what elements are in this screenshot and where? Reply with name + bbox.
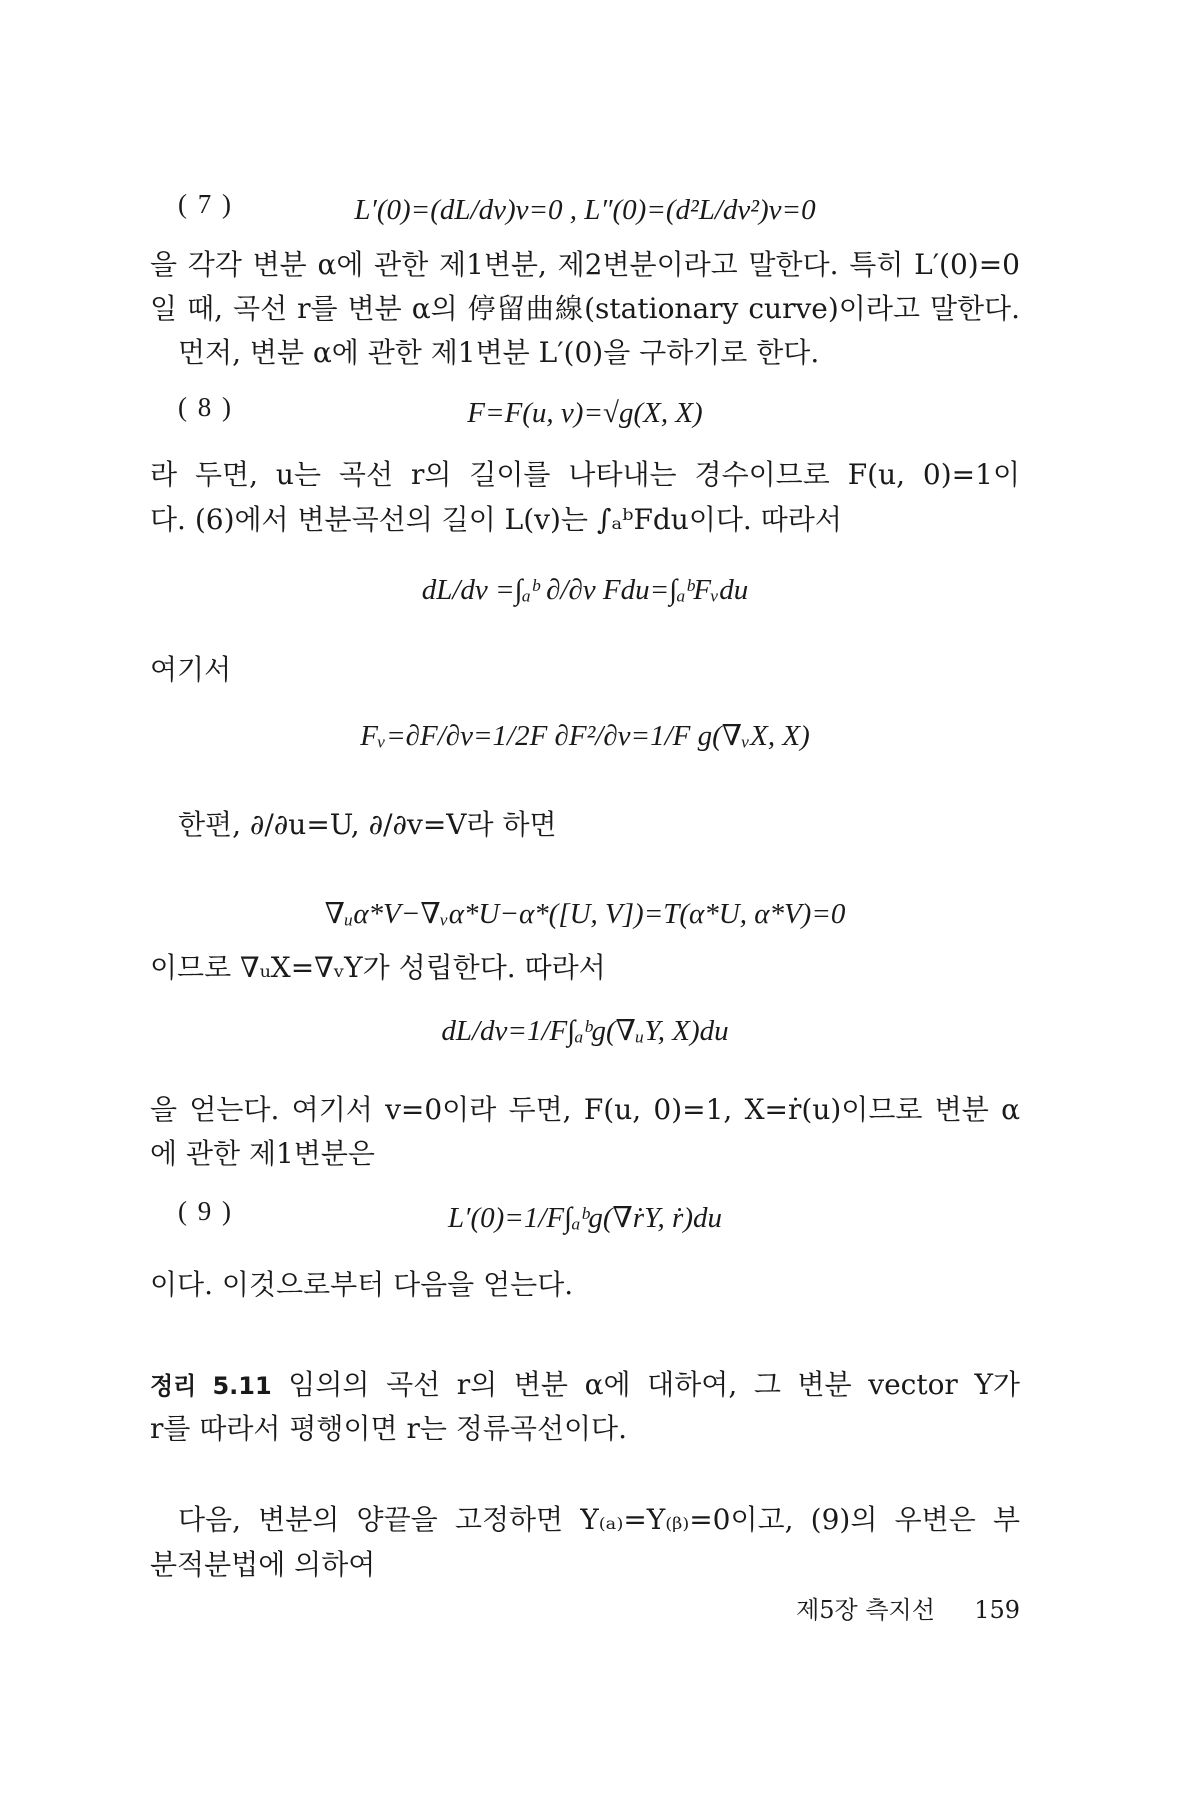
text-line: 을 얻는다. 여기서 v=0이라 두면, F(u, 0)=1, X=ṙ(u)이므로 변분 α <box>150 1093 1020 1126</box>
equation-formula: L′(0)=(dL/dv)v=0 , L″(0)=(d²L/dv²)v=0 <box>354 193 816 226</box>
equation-formula: F=F(u, v)=√g(X, X) <box>467 396 703 429</box>
text-line: 다. (6)에서 변분곡선의 길이 L(v)는 ∫ₐᵇFdu이다. 따라서 <box>150 503 842 536</box>
text-line: 이다. 이것으로부터 다음을 얻는다. <box>150 1268 574 1301</box>
text-line: 라 두면, u는 곡선 r의 길이를 나타내는 경수이므로 F(u, 0)=1이 <box>150 458 1020 491</box>
theorem-text-line-2: r를 따라서 평행이면 r는 정류곡선이다. <box>150 1412 627 1445</box>
chapter-title: 제5장 측지선 <box>796 1596 935 1624</box>
equation-formula: dL/dv=1/F∫ₐᵇg(∇ᵤY, X)du <box>441 1014 729 1047</box>
equation-formula: ∇ᵤα*V−∇ᵥα*U−α*([U, V])=T(α*U, α*V)=0 <box>324 897 846 930</box>
text-line: 분적분법에 의하여 <box>150 1548 376 1581</box>
equation-number: ( 8 ) <box>178 392 233 422</box>
equation-dLdv-2 <box>150 995 1020 1065</box>
text-line-hanpyeon: 한편, ∂/∂u=U, ∂/∂v=V라 하면 <box>178 808 557 841</box>
text-line: 먼저, 변분 α에 관한 제1변분 L′(0)을 구하기로 한다. <box>178 336 820 369</box>
text-line: 일 때, 곡선 r를 변분 α의 停留曲線(stationary curve)이라고 말한다. <box>150 292 1020 325</box>
text-line: 에 관한 제1변분은 <box>150 1137 375 1170</box>
equation-7 <box>150 175 1020 245</box>
text-line: 다음, 변분의 양끝을 고정하면 Y₍ₐ₎=Y₍ᵦ₎=0이고, (9)의 우변은 부 <box>178 1503 1020 1536</box>
text-line: 이므로 ∇ᵤX=∇ᵥY가 성립한다. 따라서 <box>150 951 606 984</box>
equation-number: ( 7 ) <box>178 189 233 219</box>
equation-number: ( 9 ) <box>178 1196 233 1226</box>
equation-8 <box>150 378 1020 448</box>
text-line: 을 각각 변분 α에 관한 제1변분, 제2변분이라고 말한다. 특히 L′(0)=0 <box>150 248 1020 281</box>
equation-Fv <box>150 700 1020 770</box>
theorem-5-11 <box>150 1365 1020 1406</box>
theorem-label: 정리 5.11 <box>150 1372 272 1400</box>
equation-formula: L′(0)=1/F∫ₐᵇg(∇ṙY, ṙ)du <box>448 1201 722 1234</box>
text-line: 여기서 <box>150 653 232 686</box>
equation-formula: Fᵥ=∂F/∂v=1/2F ∂F²/∂v=1/F g(∇ᵥX, X) <box>360 719 810 752</box>
page-footer <box>760 1590 1020 1625</box>
page-number: 159 <box>974 1596 1020 1624</box>
equation-formula: dL/dv =∫ₐᵇ ∂/∂v Fdu=∫ₐᵇFᵥdu <box>421 573 749 606</box>
theorem-text: 임의의 곡선 r의 변분 α에 대하여, 그 변분 vector Y가 <box>271 1368 1020 1401</box>
equation-dLdv <box>150 555 1020 625</box>
equation-torsion <box>150 878 1020 948</box>
equation-9 <box>150 1182 1020 1252</box>
